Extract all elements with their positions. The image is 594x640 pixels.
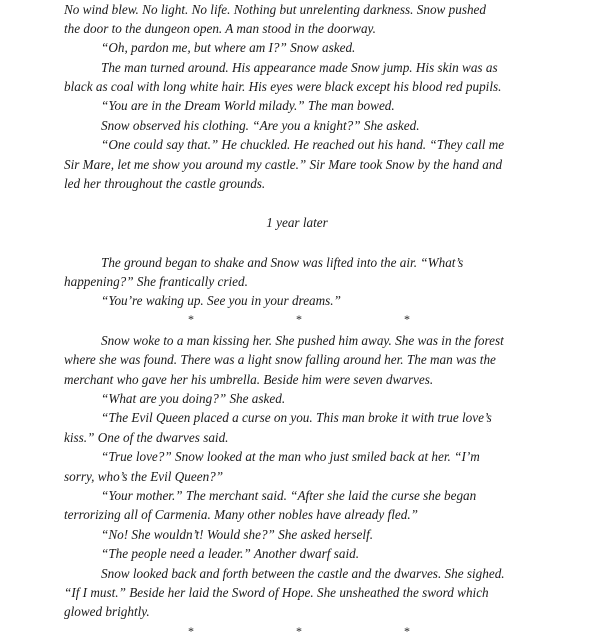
text-line: No wind blew. No light. No life. Nothing but unrelenting darkness. Snow pushed: [64, 2, 486, 17]
text-line: “You are in the Dream World milady.” The man bowed.: [101, 98, 395, 113]
text-line: Sir Mare, let me show you around my castle.” Sir Mare took Snow by the hand and: [64, 157, 503, 172]
scene-break-star: *: [296, 624, 302, 638]
text-line: “No! She wouldn’t! Would she?” She asked herself.: [101, 527, 374, 542]
text-line: The man turned around. His appearance made Snow jump. His skin was as: [101, 60, 498, 75]
scene-break-star: *: [188, 312, 194, 326]
text-line: “Oh, pardon me, but where am I?” Snow asked.: [101, 40, 356, 55]
text-line: “What are you doing?” She asked.: [101, 391, 286, 406]
text-line: led her throughout the castle grounds.: [64, 176, 266, 191]
text-line: sorry, who’s the Evil Queen?”: [64, 469, 224, 484]
text-line: happening?” She frantically cried.: [64, 274, 248, 289]
text-line: Snow woke to a man kissing her. She pushed him away. She was in the forest: [101, 333, 504, 348]
text-line: Snow observed his clothing. “Are you a knight?” She asked.: [101, 118, 420, 133]
text-line: “True love?” Snow looked at the man who just smiled back at her. “I’m: [101, 449, 480, 464]
text-line: the door to the dungeon open. A man stood in the doorway.: [64, 21, 376, 36]
text-line: “The people need a leader.” Another dwarf said.: [101, 546, 359, 561]
scene-break-star: *: [404, 624, 410, 638]
text-line: “You’re waking up. See you in your dreams.”: [101, 293, 341, 308]
text-line: terrorizing all of Carmenia. Many other nobles have already fled.”: [64, 507, 418, 522]
text-line: where she was found. There was a light snow falling around her. The man was the: [64, 352, 496, 367]
scene-break-star: *: [188, 624, 194, 638]
text-line: “Your mother.” The merchant said. “After she laid the curse she began: [101, 488, 477, 503]
text-line: kiss.” One of the dwarves said.: [64, 430, 229, 445]
text-line: “The Evil Queen placed a curse on you. This man broke it with true love’s: [101, 410, 492, 425]
text-line: merchant who gave her his umbrella. Beside him were seven dwarves.: [64, 372, 434, 387]
text-line: black as coal with long white hair. His eyes were black except his blood red pupils.: [64, 79, 502, 94]
text-line: glowed brightly.: [64, 604, 150, 619]
section-heading: 1 year later: [266, 215, 328, 230]
scene-break-star: *: [404, 312, 410, 326]
scene-break-star: *: [296, 312, 302, 326]
text-line: “If I must.” Beside her laid the Sword of Hope. She unsheathed the sword which: [64, 585, 489, 600]
text-line: The ground began to shake and Snow was lifted into the air. “What’s: [101, 255, 464, 270]
text-line: Snow looked back and forth between the castle and the dwarves. She sighed.: [101, 566, 505, 581]
text-line: “One could say that.” He chuckled. He reached out his hand. “They call me: [101, 137, 505, 152]
